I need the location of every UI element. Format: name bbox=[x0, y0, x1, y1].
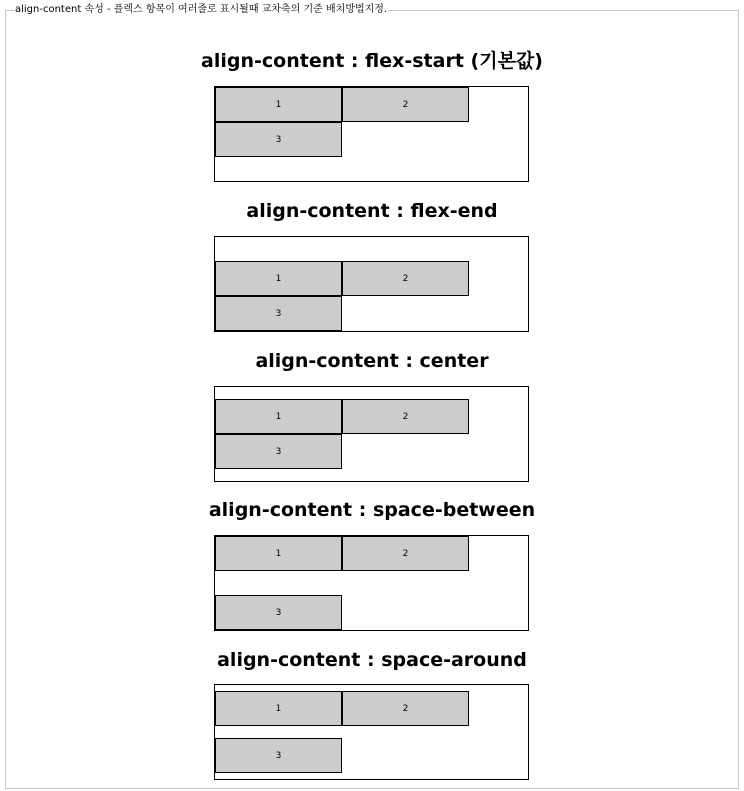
flex-item: 3 bbox=[215, 122, 342, 157]
flex-item: 2 bbox=[342, 536, 469, 571]
section-flex-end bbox=[6, 198, 738, 224]
section-flex-start bbox=[6, 48, 738, 74]
section-title: align-content : flex-start (기본값) bbox=[201, 50, 543, 72]
section-title: align-content : space-between bbox=[208, 499, 536, 521]
flex-item: 3 bbox=[215, 595, 342, 630]
flex-item: 2 bbox=[342, 399, 469, 434]
flex-item: 2 bbox=[342, 261, 469, 296]
flex-item: 1 bbox=[215, 261, 342, 296]
flex-item: 1 bbox=[215, 691, 342, 726]
flex-item: 2 bbox=[342, 87, 469, 122]
section-center bbox=[6, 348, 738, 374]
section-title: align-content : center bbox=[255, 350, 489, 372]
flex-container-flex-start bbox=[214, 86, 529, 182]
align-content-demo-fieldset bbox=[5, 4, 739, 789]
fieldset-legend: align-content 속성 - 플렉스 항목이 여러줄로 표시될때 교차축의 기준 배치방법지정. bbox=[15, 4, 388, 15]
section-space-around bbox=[6, 647, 738, 673]
flex-container-center bbox=[214, 386, 529, 482]
section-title: align-content : space-around bbox=[217, 649, 527, 671]
section-space-between bbox=[6, 497, 738, 523]
flex-container-flex-end bbox=[214, 236, 529, 332]
flex-item: 1 bbox=[215, 87, 342, 122]
flex-item: 3 bbox=[215, 434, 342, 469]
flex-item: 1 bbox=[215, 536, 342, 571]
flex-item: 2 bbox=[342, 691, 469, 726]
section-title: align-content : flex-end bbox=[246, 200, 498, 222]
flex-item: 1 bbox=[215, 399, 342, 434]
flex-container-space-between bbox=[214, 535, 529, 631]
flex-item: 3 bbox=[215, 296, 342, 331]
flex-item: 3 bbox=[215, 738, 342, 773]
flex-container-space-around bbox=[214, 684, 529, 780]
